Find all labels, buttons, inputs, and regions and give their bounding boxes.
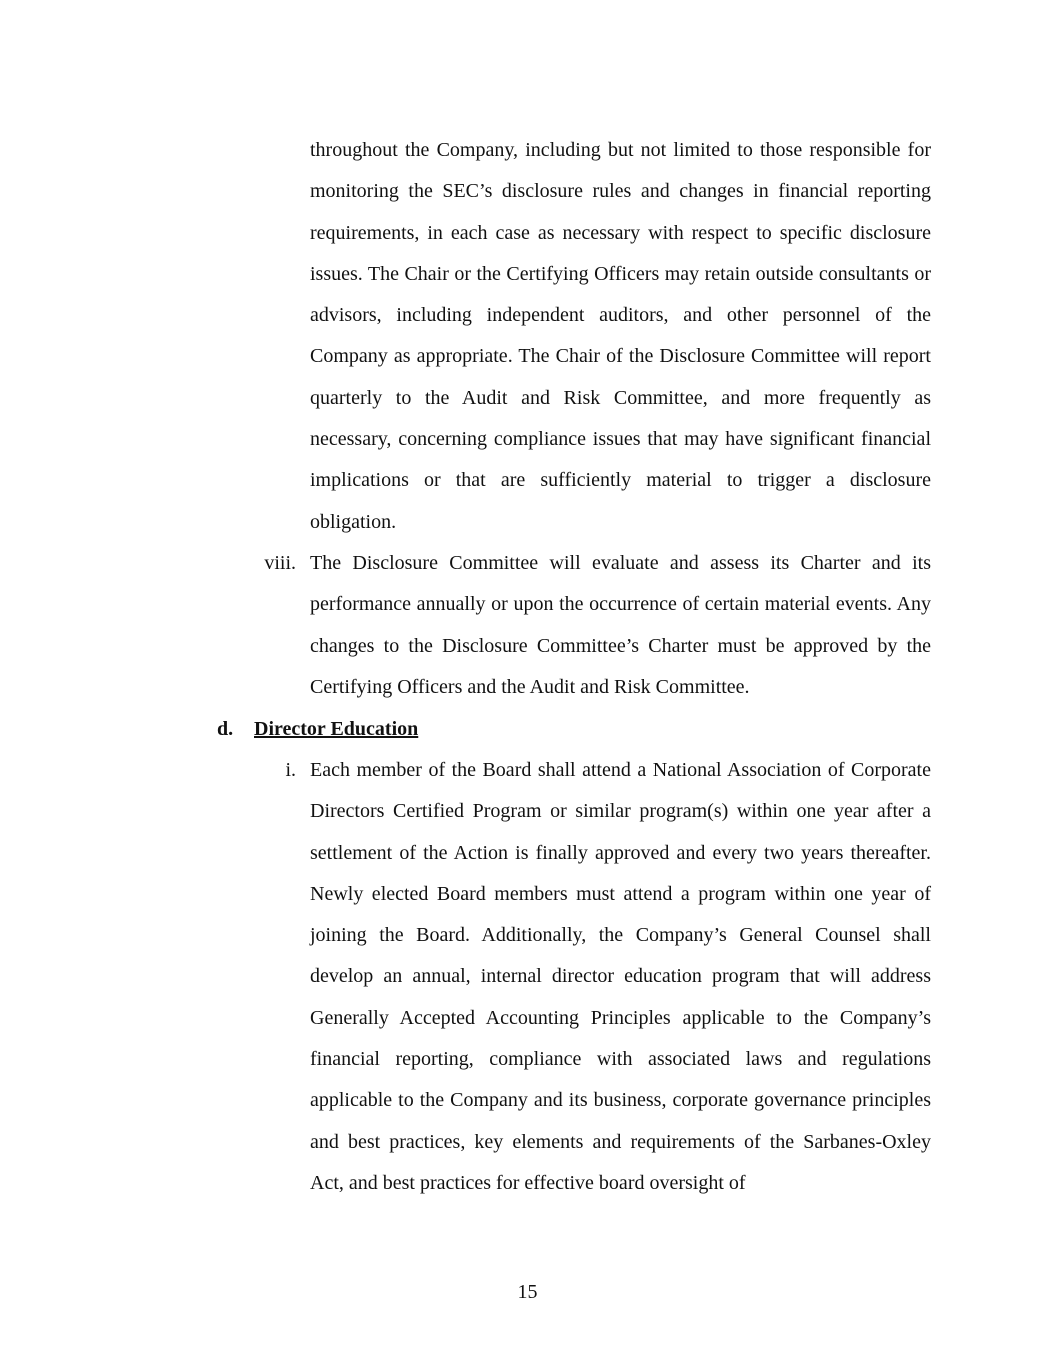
list-item-text: Each member of the Board shall attend a National Association of Corporate Directors Certified Program or similar program(s) within one year after a settlement of the Action is finally approved and every two years thereafter. Newly elected Board members must attend a program within one year of joining the Board. Additionally, the Company’s General Counsel shall develop an annual, internal director education program that will address Generally Accepted Accounting Principles applicable to the Company’s financial reporting, compliance with associated laws and regulations applicable to the Company and its business, corporate governance principles and best practices, key elements and requirements of the Sarbanes-Oxley Act, and best practices for effective board oversight of	[310, 759, 931, 1194]
page-number: 15	[517, 1281, 538, 1303]
list-item-numeral: viii.	[264, 552, 296, 574]
list-item-numeral: i.	[285, 759, 296, 781]
continuation-paragraph: throughout the Company, including but not limited to those responsible for monitoring the SEC’s disclosure rules and changes in financial reporting requirements, in each case as necessary with respect to specific disclosure issues. The Chair or the Certifying Officers may retain outside consultants or advisors, including independent auditors, and other personnel of the Company as appropriate. The Chair of the Disclosure Committee will report quarterly to the Audit and Risk Committee, and more frequently as necessary, concerning compliance issues that may have significant financial implications or that are sufficiently material to trigger a disclosure obligation.	[310, 139, 931, 533]
section-title: Director Education	[254, 718, 419, 740]
list-item-text: The Disclosure Committee will evaluate and assess its Charter and its performance annually or upon the occurrence of certain material events. Any changes to the Disclosure Committee’s Charter must be approved by the Certifying Officers and the Audit and Risk Committee.	[310, 552, 931, 698]
section-heading	[217, 709, 418, 750]
section-letter: d.	[217, 718, 234, 740]
